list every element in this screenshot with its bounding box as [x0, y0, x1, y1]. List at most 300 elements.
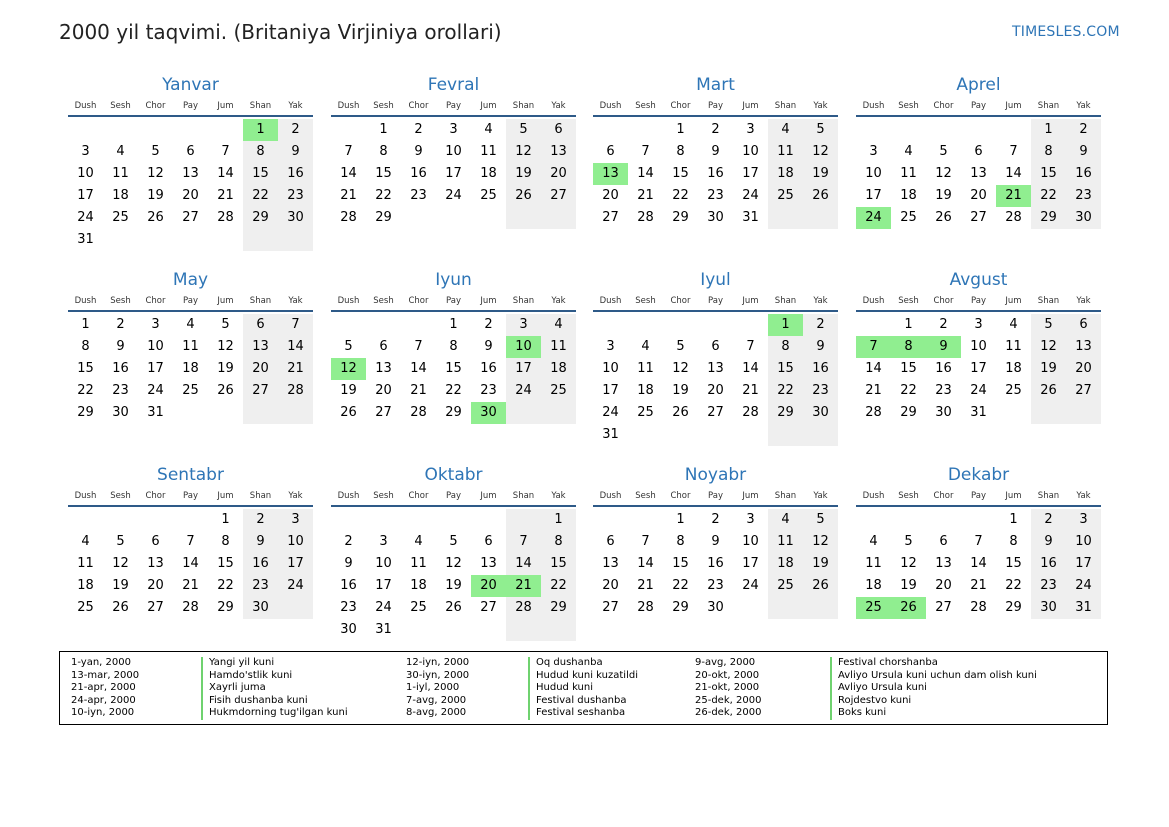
weekday-label: Jum [1005, 491, 1022, 501]
empty-cell [891, 119, 926, 141]
day-cell: 18 [1005, 361, 1022, 376]
weekday-label: Jum [742, 101, 759, 111]
weekday-header [593, 294, 838, 308]
month-name: Dekabr [947, 465, 1010, 485]
day-cell: 7 [278, 314, 313, 336]
weekday-label: Pay [183, 101, 198, 111]
day-cell: 22 [672, 578, 689, 593]
empty-cell [103, 119, 138, 141]
empty-cell [1031, 402, 1066, 424]
day-cell: 9 [711, 144, 720, 159]
day-cell: 4 [641, 339, 650, 354]
day-cell: 6 [484, 534, 493, 549]
day-cell: 13 [935, 556, 952, 571]
weekday-label: Jum [1005, 101, 1022, 111]
day-cell: 11 [182, 339, 199, 354]
day-cell: 25 [541, 380, 576, 402]
day-cell: 10 [77, 166, 94, 181]
day-cell: 30 [707, 210, 724, 225]
day-cell: 15 [900, 361, 917, 376]
legend-col1-names [201, 657, 348, 720]
day-cell: 21 [970, 578, 987, 593]
day-cell: 12 [900, 556, 917, 571]
day-cell: 18 [865, 578, 882, 593]
day-cell: 29 [1031, 207, 1066, 229]
day-cell: 29 [1005, 600, 1022, 615]
weekday-label: Jum [217, 296, 234, 306]
day-cell: 12 [112, 556, 129, 571]
weekday-label: Pay [183, 491, 198, 501]
day-cell: 4 [116, 144, 125, 159]
day-cell: 29 [672, 210, 689, 225]
weekday-label: Yak [1076, 296, 1091, 306]
empty-cell [506, 619, 541, 641]
legend-date: 9-avg, 2000 [695, 657, 756, 668]
empty-cell [856, 119, 891, 141]
weekday-label: Shan [249, 296, 272, 306]
day-cell: 18 [112, 188, 129, 203]
empty-cell [768, 207, 803, 229]
day-cell: 4 [904, 144, 913, 159]
empty-cell [733, 424, 768, 446]
weekday-label: Chor [145, 296, 166, 306]
weekday-label: Shan [249, 491, 272, 501]
empty-cell [541, 207, 576, 229]
day-cell: 8 [449, 339, 458, 354]
day-cell: 24 [147, 383, 164, 398]
day-cell: 2 [939, 317, 948, 332]
legend-col3-names [830, 657, 1037, 720]
legend-col2-names [528, 657, 638, 720]
day-cell: 12 [1031, 336, 1066, 358]
day-cell: 1 [449, 317, 458, 332]
legend-holiday-name: Hudud kuni [528, 682, 638, 695]
day-cell: 20 [707, 383, 724, 398]
day-grid [593, 119, 838, 229]
day-cell: 13 [1066, 336, 1101, 358]
weekday-label: Pay [446, 296, 461, 306]
weekday-label: Pay [708, 491, 723, 501]
day-cell: 9 [278, 141, 313, 163]
day-cell: 5 [449, 534, 458, 549]
empty-cell [996, 402, 1031, 424]
day-cell: 18 [541, 358, 576, 380]
day-cell: 11 [410, 556, 427, 571]
empty-cell [208, 119, 243, 141]
day-cell: 2 [711, 122, 720, 137]
day-cell: 19 [147, 188, 164, 203]
day-cell: 15 [243, 163, 278, 185]
day-cell: 8 [768, 336, 803, 358]
empty-cell [68, 119, 103, 141]
day-cell: 23 [112, 383, 129, 398]
day-cell: 3 [449, 122, 458, 137]
day-cell: 28 [278, 380, 313, 402]
weekday-label: Shan [1037, 491, 1060, 501]
day-cell: 9 [243, 531, 278, 553]
day-cell: 16 [1031, 553, 1066, 575]
day-cell: 22 [243, 185, 278, 207]
legend-date: 25-dek, 2000 [695, 694, 762, 706]
day-cell: 25 [637, 405, 654, 420]
weekday-label: Pay [971, 101, 986, 111]
day-cell: 23 [1066, 185, 1101, 207]
month-name: Iyul [700, 270, 731, 290]
weekday-label: Jum [480, 101, 497, 111]
day-cell: 16 [112, 361, 129, 376]
day-cell: 25 [182, 383, 199, 398]
day-cell: 31 [742, 210, 759, 225]
legend-holiday-name: Hukmdorning tug'ilgan kuni [201, 707, 348, 720]
day-cell: 11 [865, 556, 882, 571]
day-cell: 6 [541, 119, 576, 141]
legend-holiday-name: Rojdestvo kuni [830, 695, 1037, 708]
day-cell: 18 [410, 578, 427, 593]
empty-cell [506, 207, 541, 229]
month-noyabr [593, 464, 838, 619]
day-cell: 22 [77, 383, 94, 398]
month-name: Iyun [435, 270, 472, 290]
day-cell: 24 [742, 188, 759, 203]
day-cell: 9 [1031, 531, 1066, 553]
day-cell: 14 [1005, 166, 1022, 181]
day-cell: 11 [768, 141, 803, 163]
empty-cell [768, 597, 803, 619]
weekday-label: Yak [1076, 101, 1091, 111]
day-cell: 8 [1031, 141, 1066, 163]
weekday-label: Pay [971, 296, 986, 306]
empty-cell [506, 402, 541, 424]
day-cell: 10 [970, 339, 987, 354]
day-cell: 25 [77, 600, 94, 615]
empty-cell [208, 229, 243, 251]
weekday-label: Dush [74, 296, 97, 306]
weekday-label: Dush [74, 101, 97, 111]
month-name: Oktabr [424, 465, 483, 485]
day-cell: 29 [445, 405, 462, 420]
legend-holiday-name: Festival chorshanba [830, 657, 1037, 670]
day-cell: 26 [803, 575, 838, 597]
weekday-label: Jum [742, 296, 759, 306]
weekday-label: Shan [512, 101, 535, 111]
day-cell: 30 [803, 402, 838, 424]
day-cell: 5 [939, 144, 948, 159]
empty-cell [628, 424, 663, 446]
weekday-label: Yak [551, 296, 566, 306]
empty-cell [471, 509, 506, 531]
weekday-label: Chor [408, 101, 429, 111]
month-divider [331, 115, 576, 117]
day-grid [331, 509, 576, 641]
day-cell: 22 [541, 575, 576, 597]
day-cell: 14 [217, 166, 234, 181]
day-cell: 28 [637, 600, 654, 615]
month-mart [593, 74, 838, 229]
holiday-day-cell: 21 [996, 185, 1031, 207]
weekday-label: Sesh [110, 296, 131, 306]
legend-date: 7-avg, 2000 [406, 694, 467, 706]
weekday-label: Pay [446, 101, 461, 111]
day-cell: 9 [484, 339, 493, 354]
weekday-label: Yak [288, 491, 303, 501]
month-oktabr [331, 464, 576, 641]
day-cell: 12 [147, 166, 164, 181]
day-cell: 24 [1066, 575, 1101, 597]
weekday-label: Chor [145, 101, 166, 111]
empty-cell [243, 229, 278, 251]
day-cell: 19 [340, 383, 357, 398]
holiday-legend [59, 651, 1108, 725]
day-cell: 1 [676, 512, 685, 527]
weekday-label: Sesh [110, 101, 131, 111]
holiday-day-cell: 7 [856, 336, 891, 358]
brand-link[interactable]: TIMESLES.COM [1012, 24, 1120, 40]
legend-col3-dates [695, 657, 761, 720]
empty-cell [803, 207, 838, 229]
day-cell: 22 [672, 188, 689, 203]
weekday-label: Shan [249, 101, 272, 111]
day-cell: 28 [506, 597, 541, 619]
day-cell: 2 [243, 509, 278, 531]
day-cell: 27 [480, 600, 497, 615]
month-dekabr [856, 464, 1101, 619]
weekday-label: Jum [1005, 296, 1022, 306]
day-cell: 14 [340, 166, 357, 181]
day-cell: 19 [900, 578, 917, 593]
day-cell: 20 [935, 578, 952, 593]
weekday-header [856, 294, 1101, 308]
page-title: 2000 yil taqvimi. (Britaniya Virjiniya orollari) [59, 20, 502, 44]
empty-cell [243, 402, 278, 424]
day-cell: 22 [375, 188, 392, 203]
day-cell: 23 [278, 185, 313, 207]
day-cell: 7 [506, 531, 541, 553]
day-cell: 26 [445, 600, 462, 615]
day-cell: 7 [746, 339, 755, 354]
day-cell: 14 [637, 556, 654, 571]
day-cell: 29 [900, 405, 917, 420]
day-cell: 10 [278, 531, 313, 553]
day-cell: 20 [243, 358, 278, 380]
month-divider [68, 505, 313, 507]
empty-cell [733, 314, 768, 336]
day-cell: 22 [217, 578, 234, 593]
day-cell: 12 [672, 361, 689, 376]
legend-date: 13-mar, 2000 [71, 669, 140, 681]
day-cell: 19 [672, 383, 689, 398]
day-cell: 15 [541, 553, 576, 575]
month-name: Fevral [427, 75, 480, 95]
day-cell: 24 [970, 383, 987, 398]
weekday-label: Chor [408, 296, 429, 306]
day-cell: 2 [1031, 509, 1066, 531]
day-cell: 2 [414, 122, 423, 137]
empty-cell [628, 119, 663, 141]
day-cell: 5 [221, 317, 230, 332]
empty-cell [856, 509, 891, 531]
weekday-label: Jum [742, 491, 759, 501]
legend-col1-dates [71, 657, 139, 720]
day-cell: 18 [900, 188, 917, 203]
holiday-day-cell: 1 [768, 314, 803, 336]
weekday-header [856, 489, 1101, 503]
empty-cell [366, 509, 401, 531]
legend-date: 26-dek, 2000 [695, 707, 762, 719]
month-divider [68, 115, 313, 117]
day-cell: 30 [1031, 597, 1066, 619]
day-cell: 6 [606, 534, 615, 549]
day-cell: 29 [375, 210, 392, 225]
day-cell: 29 [243, 207, 278, 229]
weekday-header [68, 489, 313, 503]
empty-cell [436, 619, 471, 641]
day-cell: 2 [711, 512, 720, 527]
weekday-label: Dush [862, 491, 885, 501]
day-cell: 2 [484, 317, 493, 332]
day-cell: 19 [217, 361, 234, 376]
day-cell: 10 [445, 144, 462, 159]
legend-date: 20-okt, 2000 [695, 669, 760, 681]
weekday-label: Sesh [635, 491, 656, 501]
day-cell: 7 [641, 144, 650, 159]
day-cell: 30 [707, 600, 724, 615]
weekday-header [331, 99, 576, 113]
weekday-label: Jum [480, 296, 497, 306]
weekday-label: Dush [862, 296, 885, 306]
day-cell: 30 [112, 405, 129, 420]
empty-cell [278, 597, 313, 619]
day-cell: 25 [1005, 383, 1022, 398]
day-cell: 6 [151, 534, 160, 549]
day-cell: 13 [375, 361, 392, 376]
weekday-header [593, 489, 838, 503]
weekday-header [593, 99, 838, 113]
day-cell: 17 [506, 358, 541, 380]
weekday-label: Chor [933, 101, 954, 111]
day-cell: 13 [182, 166, 199, 181]
day-cell: 12 [935, 166, 952, 181]
month-iyun [331, 269, 576, 424]
day-cell: 18 [182, 361, 199, 376]
month-divider [331, 310, 576, 312]
empty-cell [593, 314, 628, 336]
month-divider [593, 310, 838, 312]
weekday-label: Sesh [373, 101, 394, 111]
day-cell: 16 [707, 556, 724, 571]
day-cell: 10 [375, 556, 392, 571]
day-cell: 8 [676, 144, 685, 159]
holiday-day-cell: 12 [331, 358, 366, 380]
empty-cell [401, 619, 436, 641]
month-divider [593, 505, 838, 507]
legend-date: 21-apr, 2000 [71, 682, 136, 694]
weekday-label: Dush [862, 101, 885, 111]
day-grid [331, 119, 576, 229]
legend-date: 10-iyn, 2000 [71, 707, 135, 719]
legend-holiday-name: Hamdo'stlik kuni [201, 670, 348, 683]
empty-cell [173, 229, 208, 251]
day-cell: 30 [340, 622, 357, 637]
day-cell: 5 [803, 119, 838, 141]
weekday-label: Pay [708, 101, 723, 111]
day-cell: 10 [1066, 531, 1101, 553]
day-cell: 17 [742, 556, 759, 571]
weekday-label: Yak [813, 296, 828, 306]
weekday-label: Dush [337, 296, 360, 306]
day-grid [68, 314, 313, 424]
day-cell: 5 [344, 339, 353, 354]
empty-cell [541, 402, 576, 424]
day-grid [68, 509, 313, 619]
day-cell: 9 [344, 556, 353, 571]
day-cell: 19 [506, 163, 541, 185]
day-cell: 22 [1031, 185, 1066, 207]
weekday-label: Dush [599, 101, 622, 111]
weekday-label: Chor [145, 491, 166, 501]
month-yanvar [68, 74, 313, 251]
day-cell: 16 [707, 166, 724, 181]
day-cell: 7 [974, 534, 983, 549]
weekday-label: Jum [217, 101, 234, 111]
day-cell: 29 [672, 600, 689, 615]
day-cell: 19 [445, 578, 462, 593]
day-cell: 13 [480, 556, 497, 571]
holiday-day-cell: 10 [506, 336, 541, 358]
legend-holiday-name: Xayrli juma [201, 682, 348, 695]
day-cell: 5 [803, 509, 838, 531]
day-cell: 14 [278, 336, 313, 358]
month-sentabr [68, 464, 313, 619]
legend-holiday-name: Festival seshanba [528, 707, 638, 720]
day-cell: 8 [243, 141, 278, 163]
day-cell: 4 [1009, 317, 1018, 332]
day-cell: 27 [147, 600, 164, 615]
day-cell: 15 [672, 556, 689, 571]
day-cell: 27 [375, 405, 392, 420]
weekday-label: Dush [337, 101, 360, 111]
month-iyul [593, 269, 838, 446]
day-cell: 23 [340, 600, 357, 615]
day-cell: 10 [742, 534, 759, 549]
day-cell: 19 [803, 553, 838, 575]
empty-cell [331, 119, 366, 141]
empty-cell [436, 207, 471, 229]
empty-cell [891, 509, 926, 531]
day-cell: 3 [869, 144, 878, 159]
weekday-label: Yak [813, 101, 828, 111]
empty-cell [768, 424, 803, 446]
month-divider [856, 115, 1101, 117]
day-cell: 4 [768, 119, 803, 141]
day-cell: 20 [541, 163, 576, 185]
weekday-label: Dush [74, 491, 97, 501]
weekday-label: Pay [183, 296, 198, 306]
day-cell: 2 [803, 314, 838, 336]
empty-cell [961, 119, 996, 141]
day-cell: 17 [970, 361, 987, 376]
month-name: Yanvar [162, 75, 219, 95]
day-cell: 4 [186, 317, 195, 332]
month-name: Aprel [956, 75, 1001, 95]
weekday-label: Shan [774, 296, 797, 306]
day-cell: 14 [506, 553, 541, 575]
empty-cell [541, 619, 576, 641]
day-cell: 1 [1009, 512, 1018, 527]
empty-cell [926, 119, 961, 141]
day-cell: 7 [414, 339, 423, 354]
holiday-day-cell: 25 [856, 597, 891, 619]
day-cell: 16 [935, 361, 952, 376]
